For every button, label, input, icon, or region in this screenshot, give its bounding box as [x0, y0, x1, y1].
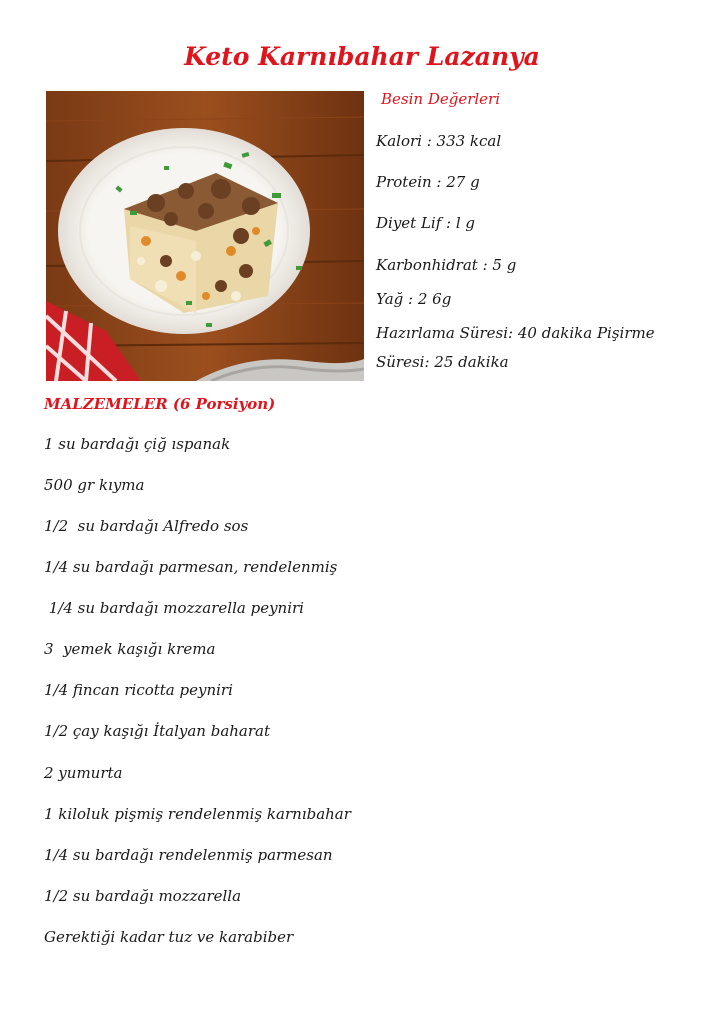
ingredient-item: 1/4 fincan ricotta peyniri	[44, 681, 233, 699]
ingredients-heading: MALZEMELER (6 Porsiyon)	[44, 395, 276, 413]
ingredient-item: 1/2 su bardağı mozzarella	[44, 887, 242, 905]
nutrition-protein: Protein : 27 g	[376, 173, 480, 191]
nutrition-fiber: Diyet Lif : l g	[376, 214, 476, 232]
ingredient-item: 1/4 su bardağı mozzarella peyniri	[44, 599, 304, 617]
lasagna-photo	[46, 91, 364, 381]
page-title: Keto Karnıbahar Lazanya	[184, 42, 540, 71]
ingredient-item: 500 gr kıyma	[44, 476, 145, 494]
nutrition-prep-line1: Hazırlama Süresi: 40 dakika Pişirme	[376, 324, 655, 342]
nutrition-calories: Kalori : 333 kcal	[376, 132, 502, 150]
ingredient-item: 1/2 su bardağı Alfredo sos	[44, 517, 249, 535]
nutrition-fat: Yağ : 2 6g	[376, 290, 452, 308]
ingredient-item: 1 su bardağı çiğ ıspanak	[44, 435, 231, 453]
ingredient-item: 1/4 su bardağı parmesan, rendelenmiş	[44, 558, 338, 576]
ingredient-item: 1/2 çay kaşığı İtalyan baharat	[44, 722, 271, 740]
ingredient-item: Gerektiği kadar tuz ve karabiber	[44, 928, 294, 946]
ingredient-item: 1/4 su bardağı rendelenmiş parmesan	[44, 846, 333, 864]
ingredient-item: 1 kiloluk pişmiş rendelenmiş karnıbahar	[44, 805, 351, 823]
nutrition-prep-line2: Süresi: 25 dakika	[376, 353, 509, 371]
nutrition-carbs: Karbonhidrat : 5 g	[376, 256, 517, 274]
ingredient-item: 2 yumurta	[44, 764, 123, 782]
nutrition-heading: Besin Değerleri	[381, 90, 501, 108]
ingredient-item: 3 yemek kaşığı krema	[44, 640, 216, 658]
